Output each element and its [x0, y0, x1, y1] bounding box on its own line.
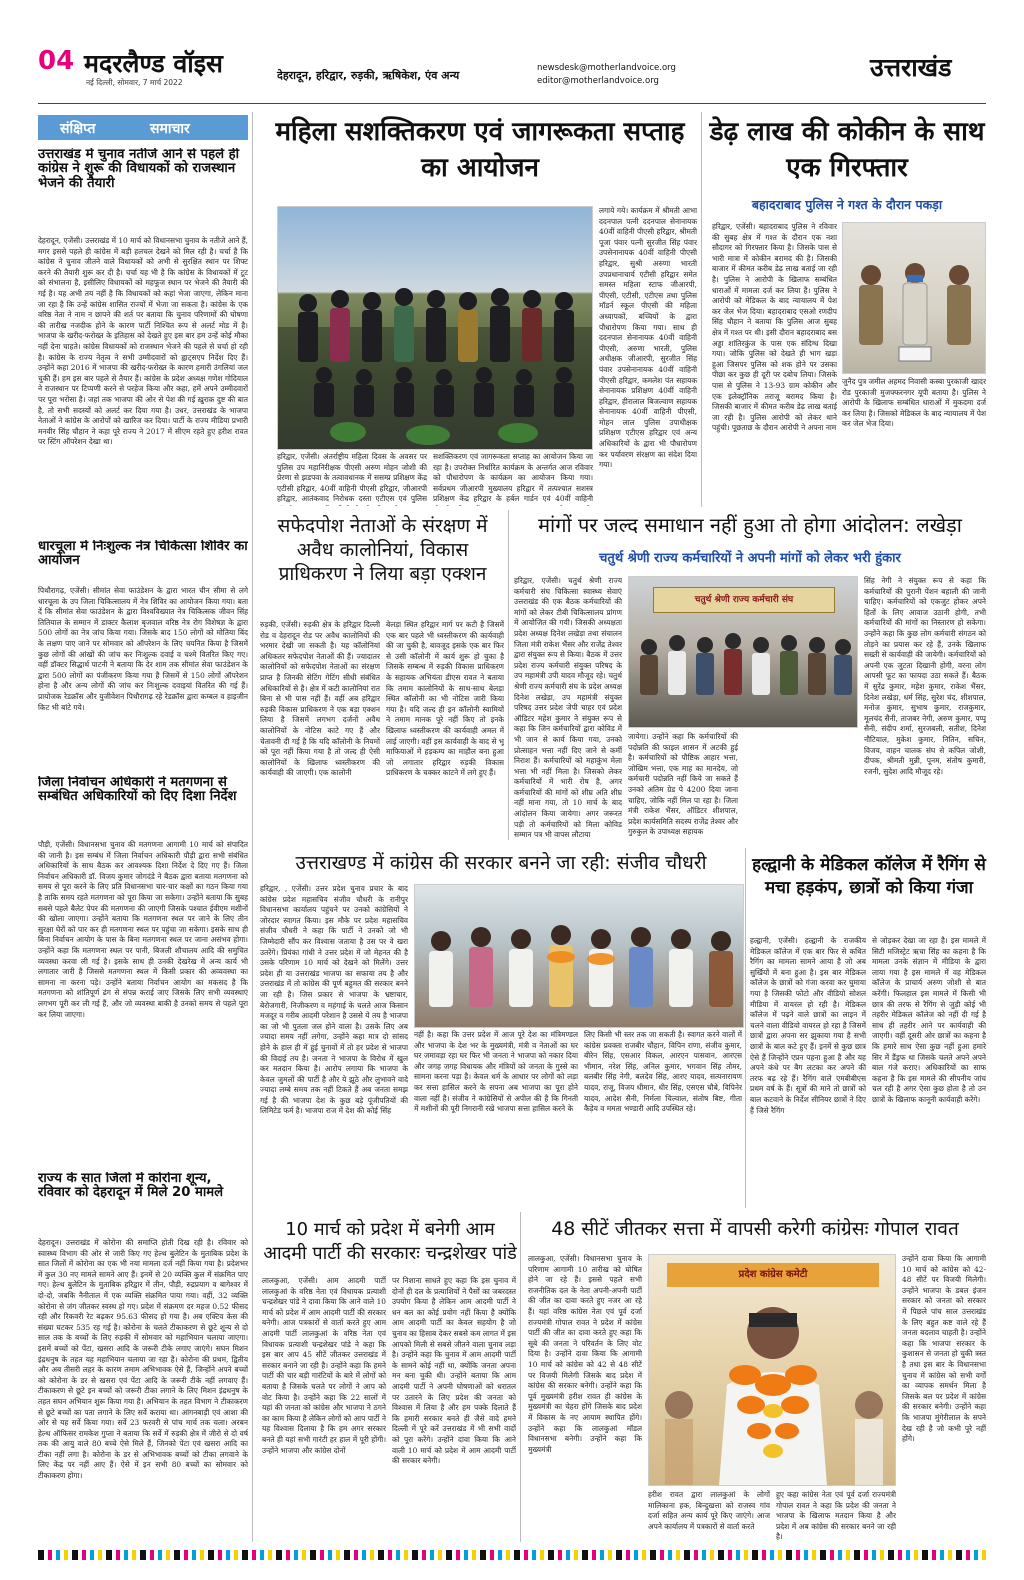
- aap-body-b: पर निशाना साधते हुए कहा कि इस चुनाव में दोनों ही दल के प्रत्याशियों ने पैसों का जबरदस्त उपयोग किया है लेकिन आम आदमी पार्टी ने धन बल का कोई प्रयोग नहीं किया है क्योंकि आम आदमी पार्टी का केवल सहयोग है जो चुनाव का हिसाब देकर सबसे कम लागत में इस आपको मिली से सबसे जीतने वाला चुनाव लड़ा है। उन्होंने कहा कि चुनाव में आम आदमी पार्टी के सामने कोई नहीं था, क्योंकि जनता अपना मन बना चुकी थी। उन्होंने बताया कि आम आदमी पार्टी ने अपनी घोषणाओं को धरातल पर उतारने के लिए प्रदेश की जनता को विश्वास में लिया है और हम पक्के दिलाते हैं कि हमारी सरकार बनते ही जैसे वादे हमने दिल्ली में पूरे करें उत्तराखंड में भी सभी वादों को पूरा करेंगे। उन्होंने दावा किया कि आने वाली 10 मार्च को प्रदेश में आम आदमी पार्टी की सरकार बनेगी।: [392, 1276, 516, 1466]
- brief-label-1: संक्षिप्त: [60, 121, 96, 137]
- page-number: 04: [38, 46, 75, 76]
- andolan-body-b: जायेगा। उन्होंने कहा कि कर्मचारियों की पदोन्नति की फाइल शासन में अटकी हुई है। कर्मचारियों को पौष्टिक आहार भत्ता, जोखिम भत्ता, एक माह का मानदेय, जो कर्मचारी पदोन्नति नहीं किये जा सकते हैं उनको अतिम ग्रेड पे 4200 दिया जाना चाहिए, जोकि नहीं मिल पा रहा है। जिला मंत्री राकेश भैंसर, ऑडिटर शीशपाल, प्रदेश कार्यसमिति सदस्य राजेंद्र तेश्वर और गुरुकुल के उपाध्यक्ष सहायक: [628, 732, 738, 837]
- column-divider: [508, 510, 509, 840]
- footer-color-strip: [38, 1550, 986, 1560]
- congress-body-a: हरिद्वार, , एजेंसी। उत्तर प्रदेश चुनाव प्रचार के बाद कांग्रेस प्रदेश महासचिव संजीव चौधरी के रानीपुर विधानसभा कार्यालय पहुंचने पर उनको कांग्रेसियों ने जोरदार स्वागत किया। इस मौके पर प्रदेश महासचिव संजीव चौधरी ने कहा कि पार्टी ने उनको जो भी जिम्मेदारी सौंप कर विश्वास जताया है उस पर वे खरा उतरेंगे। प्रियंका गांधी ने उत्तर प्रदेश में जो मेहनत की है उसके परिणाम 10 मार्च को देखने को मिलेंगे। उत्तर प्रदेश ही या उत्तराखंड भाजपा का सफाया तय है और उत्तराखंड में तो कांग्रेस की पूर्ण बहुमत की सरकार बनने जा रही है। जिस प्रकार से भाजपा के भ्रष्टाचार, बेरोजगारी, निजीकरण व महंगाई के चलते आज किसान मजदूर व गरीब आदमी परेशान है उससे ये तय है भाजपा का जो भी पुतला जल होने वाला है। उसके लिए अब ज्यादा समय नहीं लगेगा, उन्होंने कहा मात्र दो सांसद होने के हाल ही में हुई चुनावों में तो हर प्रदेश से भाजपा की विदाई तय है। जनता ने भाजपा के विरोध में खुल कर मतदान किया है। आरोप लगाया कि भाजपा के केवल जुमलों की पार्टी है और ये झूठे और लुभावने वादे ज्यादा लम्बे समय तक नहीं टिकते हैं अब जनता समझ गई है की भाजपा देश के कुछ बड़े पूंजीपतियों की लिमिटेड फर्म है। भाजपा राज में देश की कोई सिंह: [260, 884, 408, 1116]
- andolan-headline: मांगों पर जल्द समाधान नहीं हुआ तो होगा आंदोलन: लखेड़ा: [538, 514, 962, 537]
- andolan-subhead: चतुर्थ श्रेणी राज्य कर्मचारियों ने अपनी मांगों को लेकर भरी हुंकार: [599, 551, 901, 566]
- column-divider: [701, 112, 702, 507]
- cocaine-body: हरिद्वार, एजेंसी। बहादराबाद पुलिस ने रविवार की सुबह क्षेत्र में गश्त के दौरान एक नशा सौदागर को गिरफ्तार किया है। जिसके पास से भारी मात्रा में कोकीन बरामद की है। जिसकी बाजार में कीमत करीब डेढ़ लाख बताई जा रही है। पुलिस ने आरोपी के खिलाफ सम्बंधित धाराओं में मामला दर्ज कर लिया है। पुलिस ने आरोपी को मेडिकल के बाद न्यायालय में पेश कर जेल भेज दिया। बहादराबाद एसओ रणदीप सिंह चौहान ने बताया कि पुलिस आज सुबह क्षेत्र में गश्त पर थी। इसी दौरान बहादराबाद बस अड्डा शांतिरकुंज के पास एक संदिग्ध दिखा गया। जोकि पुलिस को देखते ही भाग खड़ा हुआ जिसपर पुलिस को शक होने पर उसका पीछा कर कुछ ही दूरी पर दबोच लिया। जिसके पास से पुलिस ने 13-93 ग्राम कोकीन और एक इलेक्ट्रॉनिक तराजू बरामद किया है। जिसकी बाजार में कीमत करीब डेढ़ लाख बताई जा रही है। पुलिस आरोपी को लेकर थाने पहुंची। पूछताछ के दौरान आरोपी ने अपना नाम: [712, 222, 837, 433]
- congress-body-b: नहीं है। कहा कि उत्तर प्रदेश में आज पूरे देश का मंत्रिमण्डल और भाजपा के देश भर के मुख्यमंत्री, मंत्री व नेताओं का घर घर जमावड़ा रहा घर फिर भी जनता ने भाजपा को नकार दिया और जगह जगह विधायक और मंत्रियों को जनता के गुस्से का सामना करना पड़ा है। केवल धर्म के आधार पर लोगों को लड़ा कर सत्ता हासिल करने के सपना अब भाजपा का पूरा होने वाला नहीं है। संजीव ने कांग्रेसियों से अपील की है कि गिनती में मशीनों की पूरी निगरानी रखे भाजपा सत्ता हासिल करने के: [414, 1030, 578, 1114]
- brief-1-headline: उत्तराखंड में चुनाव नतीजे आने से पहले ही कांग्रेस ने शुरू की विधायकों को राजस्थान भेजने की तैयारी: [38, 148, 240, 191]
- editor-email[interactable]: editor@motherlandvoice.org: [537, 76, 659, 86]
- masthead-rule: [38, 103, 986, 104]
- column-divider: [252, 112, 253, 1542]
- congress-headline: उत्तराखण्ड में कांग्रेस की सरकार बनने जा रही: संजीव चौधरी: [295, 852, 707, 874]
- brief-3-headline: जिला निर्वाचन अधिकारी ने मतगणना से सम्बंधित अधिकारियों को दिए दिशा निर्देश: [38, 776, 237, 805]
- mahila-photo: [277, 206, 593, 450]
- ragging-body-a: हल्द्वानी, एजेंसी। हल्द्वानी के राजकीय मेडिकल कॉलेज में एक बार फिर से कथित रैगिंग का मामला सामने आया है जो अब सुर्खियों में बना हुआ है। इस बार मेडिकल कॉलेज के छात्रों को गंजा करवा कर घुमाया गया है जिसकी फोटो और वीडियो सोशल मीडिया में वायरल हो रही है। मेडिकल कॉलेज में पढ़ने वाले छात्रों का लाइन में चलने वाला वीडियो वायरल हो रहा है जिसमें छात्रों द्वारा अपना सर झुकाया गया है सभी छात्रों के बाल कटे हुए हैं। इनमें से कुछ छात्र ऐसे हैं जिन्होंने एप्रन पहना हुआ है और यह अपने कंधे पर बैग लटका कर अपने की तरफ बढ़ रहे हैं। रैगिंग वाले एमबीबीएस प्रथम वर्ष के हैं। सूत्रों की माने तो छात्रों को बाल कटवाने के निर्देश सीनियर छात्रों ने दिए हैं जिसे रैगिंग: [750, 936, 866, 1115]
- cocaine-headline: डेढ़ लाख की कोकीन के साथ एक गिरफ्तार: [709, 117, 985, 183]
- mahila-body-b: सशक्तिकरण एवं जागरूकता सप्ताह का आयोजन किया जा रहा है। उपरोक्त निर्धारित कार्यक्रम के अन्तर्गत आज रविवार को पौधारोपण के कार्यक्रम का आयोजन किया गया। सर्वप्रथम जीआरपी मुख्यालय हरिद्वार में तत्पश्चात सशस्त्र प्रशिक्षण केंद्र हरिद्वार के हर्बल गार्डन एवं 40वीं वाहिनी: [433, 452, 593, 504]
- colony-body-b: बेलड़ा स्थित हरिद्वार मार्ग पर कटी है जिसमें एक बार पहले भी ध्वस्तीकरण की कार्यवाही की जा चुकी है, बावजूद इसके एक बार फिर से उसी कॉलोनी में कार्य शुरू हो चुका है जिसके सम्बन्ध में रुड़की विकास प्राधिकरण के सहायक अभियंता डीएस रावत ने बताया कि तमाम कालोनियों के साथ-साथ बेलड़ा स्थित कॉलोनी का भी नोटिस जारी किया गया है। यदि जल्द ही इन कॉलोनी स्वामियों ने तमाम मानक पूरे नहीं किए तो इनके खिलाफ ध्वस्तीकरण की कार्यवाही अमल में लाई जाएगी। वहीं इस कार्यवाही के बाद से भू माफियाओं में हड़कम्प का माहौल बना हुआ जो लगातार हरिद्वार रुड़की विकास प्राधिकरण के चक्कर काटने में लगे हुए हैं।: [386, 620, 504, 778]
- rawat-body-c: उन्होंने दावा किया कि आगामी 10 मार्च को कांग्रेस को 42-48 सीटें पर विजयी मिलेगी। उन्होंने भाजपा के डबल इंजन सरकार को जनता को सरकार में पिछले पांच साल उत्तराखंड के लिए बहुत कष्ट वाले रहे हैं जनता बदलाव चाहती है। उन्होंने कहा कि भाजपा सरकार के कुशासन से जनता हो चुकी त्रस्त है तथा इस बार के विधानसभा चुनाव में कांग्रेस को सभी वर्गों का व्यापक समर्थन मिला है जिसके बल पर प्रदेश में कांग्रेस की सरकार बनेगी। उन्होंने कहा कि भाजपा मुंगेरीलाल के सपने देख रही है जो कभी पूरे नहीं होंगे।: [902, 1254, 986, 1444]
- brief-label-2: समाचार: [150, 121, 190, 137]
- dateline: नई दिल्ली, सोमवार, 7 मार्च 2022: [86, 78, 183, 87]
- rawat-body-b: हुए कहा कांग्रेस नेता एवं पूर्व दर्जा राज्यमंत्री गोपाल रावत ने कहा कि प्रदेश की जनता ने भाजपा के खिलाफ मतदान किया है और प्रदेश में अब कांग्रेस की सरकार बनने जा रही है।: [776, 1490, 896, 1542]
- andolan-body-a: हरिद्वार, एजेंसी। चतुर्थ श्रेणी राज्य कर्मचारी संघ चिकित्सा स्वास्थ्य सेवाएं उत्तराखंड की एक बैठक कर्मचारियों की मांगों को लेकर टीबी चिकित्सालय प्रांगण में आयोजित की गयी। जिसकी अध्यक्षता प्रदेश अध्यक्ष दिनेश लखेड़ा तथा संचालन जिला मंत्री राकेश भैंसर और राजेंद्र तेश्वर द्वारा संयुक्त रूप से किया। बैठक में उत्तर प्रदेश राज्य कर्मचारी संयुक्त परिषद के उप महामंत्री उपी यादव मौजूद रहे। चतुर्थ श्रेणी राज्य कर्मचारी संघ के प्रदेश अध्यक्ष दिनेश लखेड़ा, उप महामंत्री संयुक्त परिषद उत्तर प्रदेश जेपी चाहर एवं प्रदेश ऑडिटर महेश कुमार ने संयुक्त रूप से कहा कि जिन कर्मचारियों द्वारा कोविड में भी जान से कार्य किया गया, उनको प्रोत्साहन भत्ता नहीं दिए जाने से कर्मी निराश हैं। कर्मचारियों को महाकुंभ मेला भत्ता भी नहीं मिला है। जिसको लेकर कर्मचारियों में भारी रोष है, अगर कर्मचारियों की मांगों को शीघ्र अति शीघ्र नहीं माना गया, तो 10 मार्च के बाद आंदोलन किया जायेगा। अगर जरूरत पड़ी तो कर्मचारियों को मिला कोविड सम्मान पत्र भी वापस लौटाया: [514, 576, 622, 840]
- section-title: उत्तराखंड: [870, 53, 952, 82]
- welcome-photo-illustration: [415, 885, 744, 1028]
- brief-2-headline: धारचूला में निःशुल्क नेत्र चिकित्सा शिविर का आयोजन: [38, 540, 248, 569]
- cocaine-photo: [842, 222, 986, 374]
- andolan-body-c: सिंह नेगी ने संयुक्त रूप से कहा कि कर्मचारियों की पुरानी पेंशन बहाली की जानी चाहिए। कर्मचारियों को एकजुट होकर अपने हितों के लिए आवाज उठानी होगी, तभी कर्मचारियों की मांगों का निस्तारण हो सकेगा। उन्होंने कहा कि कुछ लोग कर्मचारी संगठन को तोड़ने का प्रयास कर रहे हैं, उनके खिलाफ सख्ती से कार्यवाही की जायेगी। कर्मचारियों को अपनी एक जुटता दिखानी होगी, वरना लोग आपसी फूट का फायदा उठा सकते हैं। बैठक में सुरेंद्र कुमार, महेश कुमार, राकेश भैंसर, दिनेश लखेड़ा, धर्म सिंह, सुरेश चंद, शीशपाल, मनोज कुमार, सुभाष कुमार, राजकुमार, मूलचंद सैनी, ताजबर नेगी, अरुण कुमार, पप्पू सैनी, संदीप शर्मा, सुरजबली, सतीश, दिनेश नौटियाल, मुकेश कुमार, नितिन, सचिन, विजय, वाहन चालक संघ से कपिल जोशी, दीपक, श्रीमती मुन्नी, पूनम, संतोष कुमारी, रजनी, सुदेश आदि मौजूद रहे।: [864, 576, 986, 776]
- brief-2-body: पिथौरागढ़, एजेंसी। सीमांत सेवा फाउंडेशन के द्वारा भारत चीन सीमा से लगे धारचूला के उप जिला चिकित्सालय में नेत्र शिविर का आयोजन किया गया। बता दें कि सीमांत सेवा फाउंडेशन के द्वारा विश्वविख्यात नेत्र चिकित्सक जीवन सिंह तितियाल के सम्मान में डाक्टर कैलाश बृजवाल वरिष्ठ नेत्र रोग विशेषज्ञ के द्वारा 500 लोगों का नेत्र जांच किया गया। जिसके बाद 150 लोगों को मोतिया बिंद के लक्षण पाए जाने पर सोमवार को ऑपरेशन के लिए चयनित किया है जिसमें कुछ लोगों की आंखों की जांच कर निःशुल्क दवाई व चश्मे वितरित किए गए। वहीं डॉक्टर सिद्धार्थ पाटनी ने बताया कि देर शाम तक सीमांत सेवा फाउंडेशन के द्वारा 500 लोगों का पंजीकरण किया गया है जिसमें से 150 लोगों ऑपरेशन होना है और अन्य लोगों की जांच कर निःशुल्क दवाइयां वितरित की गई हैं। प्रायोजक रेडक्रॉस और युजीवेशन पिथौरागढ़ रहे रेडक्रॉस द्वारा कम्बल व हाइजीन किट भी बांटे गये।: [38, 586, 248, 712]
- masthead: [0, 0, 1024, 100]
- ragging-body-b: से जोड़कर देखा जा रहा है। इस मामले में सिटी मजिस्ट्रेट ऋचा सिंह का कहना है कि मामला उनके संज्ञान में मीडिया के द्वारा लाया गया है इस मामले में वह मेडिकल कॉलेज के प्राचार्य अरुण जोशी से बात करेंगी। फिलहाल इस मामले में किसी भी छात्र की तरफ से रैगिंग से जुड़ी कोई भी तहरीर मेडिकल कॉलेज को नहीं दी गई है साथ ही तहरीर आने पर कार्यवाही की जाएगी। वहीं दूसरी ओर छात्रों का कहना है कि हमारे साथ ऐसा कुछ नहीं हुआ हमारे सिर में डैंड्रफ था जिसके चलते अपने अपने बाल गंजे कराए। अधिकारियों का साफ कहना है कि इस मामले की सीपनीय जांच चल रही है अगर ऐसा कुछ होता है तो उन छात्रों के खिलाफ कानूनी कार्यवाही करेंगे।: [872, 936, 986, 1104]
- aap-body-a: लालकुआ, एजेंसी। आम आदमी पार्टी लालकुआं के वरिष्ठ नेता एवं विधायक प्रत्याशी चन्द्रशेखर पांडे ने दावा किया कि आने वाले 10 मार्च को प्रदेश में आम आदमी पार्टी की सरकार बनेगी। आज पत्रकारों से वार्ता करते हुए आम आदमी पार्टी लालकुआं के वरिष्ठ नेता एवं विधायक प्रत्याशी चन्द्रशेखर पांडे ने कहा कि इस बार आप 45 सीटें जीतकर उत्तराखंड में सरकार बनाने जा रही है। उन्होंने कहा कि हमने पार्टी की चार बड़ी गारंटियों के बारे में लोगों को बताया है जिसके चलते पर लोगों ने आप को वोट किया है। उन्होंने कहा कि 22 सालों में यहां की जनता को कांग्रेस और भाजपा ने ठगने का काम किया है लेकिन लोगों को आप पार्टी ने यह विश्वास दिलाया है कि हम अगर सरकार बनते ही यहां सभी गारंटी हर हाल में पूरी होंगी। उन्होंने भाजपा और कांग्रेस दोनों: [262, 1276, 386, 1455]
- newspaper-brand: मदरलैण्ड वॉइस: [84, 49, 223, 78]
- edition-towns: देहरादून, हरिद्वार, रुड़की, ऋषिकेश, एंव अन्य: [277, 69, 460, 82]
- group-photo-illustration: [278, 207, 593, 450]
- brief-1-body: देहरादून, एजेंसी। उत्तराखंड में 10 मार्च को विधानसभा चुनाव के नतीजे आने हैं, मगर इससे पहले ही कांग्रेस में बड़ी हलचल देखने को मिल रही है। चर्चा है कि कांग्रेस ने चुनाव जीतने वाले विधायकों को अभी से सुरक्षित स्थान पर शिफ्ट करने की तैयारी शुरू कर दी है। चर्चा यह भी है कि कांग्रेस के विधायकों में टूट को संभालना है, इसीलिए विधायकों को महफूज स्थान पर भेजने की तैयारी की गई है। यह अभी तय नहीं है कि विधायकों को कहां भेजा जाएगा, लेकिन माना जा रहा है कि उन्हें कांग्रेस शासित राज्यों में भेजा जा सकता है। कांग्रेस के एक वरिष्ठ नेता ने नाम न छापने की शर्त पर बताया कि चुनाव परिणामों की घोषणा की तारीख नजदीक होने के कारण पार्टी निश्चित रूप से अलर्ट मोड में है। भाजपा के खरीद-फरोख्त के इतिहास को देखते हुए इस बार हम उन्हें कोई मौका नहीं देना चाहते। कांग्रेस विधायकों को राजस्थान भेजने की पहले से चर्चा हो रही है। कांग्रेस के राज्य नेतृत्व ने सभी उम्मीदवारों को ह्वाट्सएप निर्देश दिए हैं। उन्होंने कहा 2016 में भाजपा की खरीद-फरोख्त के कारण हमारी उंगलियां जल चुकी हैं। हम इस बार पहले से तैयार हैं। कांग्रेस के प्रदेश अध्यक्ष गणेश गोदियाल ने राजस्थान पर टिप्पणी करने से परहेज किया और कहा, हमें अपने उम्मीदवारों पर पूरा भरोसा है। जहां तक भाजपा की ओर से पेश की गई ख़ुराक़ दुष्ट की बात है, तो सभी सदस्यों को अलर्ट कर दिया गया है। उधर, उत्तराखंड के भाजपा नेताओं ने कांग्रेस के आरोपों को खारिज कर दिया। पार्टी के राज्य मीडिया प्रभारी मनवीर सिंह चौहान ने कहा पूरे राज्य ने 2017 में सीएम रहते हुए हरीश रावत पर स्टिंग ऑपरेशन देखा था।: [38, 236, 248, 447]
- aap-headline: 10 मार्च को प्रदेश में बनेगी आम आदमी पार्टी की सरकारः चन्द्रशेखर पांडे: [263, 1219, 517, 1264]
- arrest-photo-illustration: [843, 223, 986, 374]
- cocaine-subhead: बहादराबाद पुलिस ने गश्त के दौरान पकड़ा: [751, 197, 943, 212]
- column-divider: [520, 1212, 521, 1542]
- brief-4-headline: राज्य के सात जिलों में कोरोना शून्य, रविवार को देहरादून में मिले 20 मामले: [38, 1172, 224, 1201]
- mahila-body-c: लगाये गये। कार्यक्रम में श्रीमती आभा ददनपाल पत्नी ददनपाल सेनानायक 40वीं वाहिनी पीएसी हरिद्वार, श्रीमती पूजा पंवार पत्नी सुरजीत सिंह पंवार उपसेनानायक 40वीं वाहिनी पीएसी हरिद्वार, सुश्री अरुणा भारती उपप्रधानाचार्य एटीसी हरिद्वार समेत समस्त महिला स्टाफ जीआरपी, पीएसी, एटीसी, एटीएस तथा पुलिस मॉडर्न स्कूल पीएसी की महिला अध्यापकों, बच्चियों के द्वारा पौधारोपण किया गया। साथ ही ददनपाल सेनानायक 40वीं वाहिनी पीएसी, अरुणा भारती, पुलिस अधीक्षक जीआरपी, सुरजीत सिंह पंवार उपसेनानायक 40वीं वाहिनी पीएसी हरिद्वार, कमलेश पंत सहायक सेनानायक प्रशिक्षण 40वीं वाहिनी हरिद्वार, हीरालाल बिजल्वाण सहायक सेनानायक 40वीं वाहिनी पीएसी, मोहन लाल पुलिस उपाधीक्षक प्रशिक्षण एटीएस हरिद्वार एवं अन्य अधिकारियों के द्वारा भी पौधारोपण कर पर्यावरण संरक्षण का संदेश दिया गया।: [599, 206, 697, 470]
- congress-photo: [414, 884, 744, 1028]
- contact-emails: [537, 62, 676, 88]
- newsdesk-email[interactable]: newsdesk@motherlandvoice.org: [537, 63, 676, 73]
- brief-4-body: देहरादून। उत्तराखंड में कोरोना की समाप्ति होती दिख रही है। रविवार को स्वास्थ्य विभाग की ओर से जारी किए गए हेल्थ बुलेटिन के मुताबिक प्रदेश के सात जिलों में कोरोना का एक भी नया मामला दर्ज नहीं किया गया है। प्रदेशभर में कुल 30 नए मामले सामने आए हैं। इनमें से 20 व्यक्ति कुल में संक्रमित पाए गए। हेल्थ बुलेटिन के मुताबिक हरिद्वार में तीन, पौड़ी, रुद्रप्रयाग व बागेश्वर में दो-दो, जबकि नैनीताल में एक व्यक्ति संक्रमित पाया गया। वहीं, 32 व्यक्ति कोरोना से जंग जीतकर स्वस्थ हो गए। प्रदेश में संक्रमण दर महज 0.52 फीसद रही और रिकवरी रेट बढ़कर 95.63 फीसद हो गया है। अब एक्टिव केस की संख्या घटकर 535 रह गई है। कोरोना के चलते टीकाकरण से छूटे शून्य से दो साल तक के बच्चों के लिए रुड़की में सोमवार को महाभियान चलाया जाएगा। इसमें बच्चों को पेंटा, खसरा आदि के जरूरी टीके लगाए जाएंगे। सघन मिशन इंद्रधनुष के तहत यह महाभियान चलाया जा रहा है। कोरोना की प्रथम, द्वितीय और अब तीसरी लहर के कारण तमाम अभिभावक ऐसे हैं, जिन्होंने अपने बच्चों को कोरोना के डर से खसरा एवं पेंटा आदि के जरूरी टीके नहीं लगवाए हैं। टीकाकरण से छूटे इन बच्चों को जरूरी टीका लगाने के लिए मिशन इंद्रधनुष के तहत सघन अभियान शुरू किया गया है। अभियान के तहत विभाग ने टीकाकरण से छूटे बच्चों का पता लगाने के लिए सर्वे कराया था। आंगनबाड़ी एवं आशा की ओर से यह सर्वे किया गया। सर्वे 23 फरवरी से पांच मार्च तक चला। अरबन हेल्थ ऑफिसर रामकेश गुप्ता ने बताया कि सर्वे में रुड़की क्षेत्र में जीरो से दो वर्ष तक की आयु वाले 80 बच्चे ऐसे मिले हैं, जिनको पेंटा एवं खसरा आदि का टीका नहीं लगा है। कोरोना के डर से अभिभावक बच्चों को टीका लगवाने के लिए केंद्र पर नहीं आए हैं। ऐसे में इन सभी 80 बच्चों का सोमवार को टीकाकरण होगा।: [38, 1238, 248, 1481]
- column-divider: [745, 848, 746, 1208]
- cocaine-caption: जुनैद पुत्र जमील अहमद निवासी कस्बा पुरकाजी खादर रोड पुरकाजी मुजफ्फरनगर यूपी बताया है। पुलिस ने आरोपी के खिलाफ सम्बंधित धाराओं में मुकदमा दर्ज कर लिया है। जिसको मेडिकल के बाद न्यायालय में पेश कर जेल भेज दिया।: [842, 377, 986, 429]
- mahila-headline: महिला सशक्तिकरण एवं जागरूकता सप्ताह का आयोजन: [275, 117, 685, 183]
- ragging-headline: हल्द्वानी के मेडिकल कॉलेज में रैगिंग से मचा हड़कंप, छात्रों को किया गंजा: [752, 855, 986, 898]
- colony-headline: सफेदपोश नेताओं के संरक्षण में अवैध कालोनियां, विकास प्राधिकरण ने लिया बड़ा एक्शन: [277, 515, 488, 585]
- rawat-photo-banner: प्रदेश कांग्रेस कमेटी: [667, 1263, 879, 1287]
- leader-garland-illustration: [649, 1255, 896, 1486]
- colony-body-a: रुड़की, एजेंसी। रुड़की क्षेत्र के हरिद्वार दिल्ली रोड व देहरादून रोड पर अवैध कालोनियों की भरमार देखी जा सकती है। यह कॉलोनियां अधिकतर सफेदपोश नेताओं की हैं। ज्यादातर कालोनियों को सफेदपोश नेताओं का संरक्षण प्राप्त है जिनकी सेटिंग गेटिंग सीधी संबंधित अधिकारियों से है। क्षेत्र में कटी कालोनियां रात बिना से भी पास नहीं हैं। वहीं अब हरिद्वार रुड़की विकास प्राधिकरण ने एक बड़ा एक्शन लिया है जिसमें लगभग दर्जनों अवैध कालोनियों के नोटिस काटे गए हैं और चेतावनी दी गई है कि यदि कॉलोनी के नियमों को पूरा नहीं किया गया है तो जल्द ही ऐसी कालोनियों के खिलाफ ध्वस्तीकरण की कार्यवाही की जाएगी। एक कालोनी: [260, 620, 380, 778]
- andolan-photo-banner: चतुर्थ श्रेणी राज्य कर्मचारी संघ: [653, 587, 835, 613]
- rawat-body-a: लालकुआ, एजेंसी। विधानसभा चुनाव के परिणाम आगामी 10 तारीख को घोषित होने जा रहे हैं। इससे पहले सभी राजनीतिक दल के नेता अपनी-अपनी पार्टी की जीत का दावा करते हुए नजर आ रहे हैं। यहां वरिष्ठ कांग्रेस नेता एवं पूर्व दर्जा राज्यमंत्री गोपाल रावत ने प्रदेश में कांग्रेस पार्टी की जीत का दावा करते हुए कहा कि सूबे की जनता ने परिवर्तन के लिए वोट दिया है। उन्होंने दावा किया कि आगामी 10 मार्च को कांग्रेस को 42 से 48 सीटें पर विजयी मिलेगी जिसके बाद प्रदेश में कांग्रेस की सरकार बनेगी। उन्होंने कहा कि पूर्व मुख्यमंत्री हरीश रावत ही कांग्रेस के मुख्यमंत्री का चेहरा होंगे जिसके बाद प्रदेश में विकास के नए आयाम स्थापित होंगे। उन्होंने कहा कि लालकुआं मॉडल विधानसभा बनेगी। उन्होंने कहा कि मुख्यमंत्री: [528, 1254, 642, 1454]
- rawat-headline: 48 सीटें जीतकर सत्ता में वापसी करेगी कांग्रेसः गोपाल रावत: [551, 1218, 959, 1240]
- rawat-photo: [648, 1254, 896, 1486]
- rawat-caption: हरीश रावत द्वारा लालकुआं के लोगों मालिकाना हक, बिन्दुखत्ता को राजस्व गांव दर्जा सहित अन्य कार्य पूरे किए जाएंगे। आज अपने कार्यालय में पत्रकारों से वार्ता करते: [648, 1490, 770, 1531]
- mahila-body-a: हरिद्वार, एजेंसी। अंतर्राष्ट्रीय महिला दिवस के अवसर पर पुलिस उप महानिरीक्षक पीएसी अरुण मोहन जोशी की प्रेरणा से झडपवा के तत्वावधानक में ससम्प्र प्रशिक्षण केंद्र एटीसी हरिद्वार, 40वीं वाहिनी पीएसी हरिद्वार, जीआरपी हरिद्वार, आतंकवाद निरोधक दस्ता एटीएस एवं पुलिस: [277, 452, 427, 504]
- meeting-photo-illustration: [629, 577, 858, 728]
- andolan-photo: [628, 576, 858, 728]
- andolan-body-b-cont: [744, 732, 858, 842]
- brief-3-body: पौड़ी, एजेंसी। विधानसभा चुनाव की मतगणना आगामी 10 मार्च को संपादित की जानी है। इस सम्बंध में जिला निर्वाचन अधिकारी पौड़ी द्वारा सभी संबंधित अधिकारियों के साथ बैठक कर आवश्यक दिशा निर्देश दे दिए गए हैं। जिला निर्वाचन अधिकारी डॉ. विजय कुमार जोगदंडे ने बैठक द्वारा बताया मतगणना को समय से पूरा करने के लिए प्रति विधानसभा चार-चार कक्षों का गठन किया गया है ताकि समय रहते मतगणना को पूरा किया जा सकेगा। उन्होंने बताया कि सुबह सबसे पहले बैलेट पेपर की मतगणना की जाएगी जिसके पश्चात ईवीएम मशीनों की खोला जाएगा। उन्होंने बताया कि मतगणना स्थल पर जाने के लिए तीन सुरक्षा घेरों को पार कर ही मतगणना स्थल पर पहुंचा जा सकेगा। इसके साथ ही बिना निर्वाचन आयोग के पास के बिना मतगणना स्थल पर जाना असंभव होगा। उन्होंने कहा कि मतगणना स्थल पर पानी, बिजली शौचालय आदि की समुचित व्यवस्था करवा ली गई है। इसके साथ ही उनकी देखरेख में अन्य कार्य भी लगातार जारी है जिससे मतगणना स्थल में किसी प्रकार की अव्यवस्था का सामना ना करना पड़े। उन्होंने बताया निर्वाचन आयोग का मकसद है कि मतगणना को शांतिपूर्ण ढंग से संपन्न कराई जाए जिसके लिए सभी व्यवस्थाएं लगभग पूरी कर ली गई हैं, और जो व्यवस्था बाकी है उनको समय से पहले पूरा कर लिया जाएगा।: [38, 840, 248, 1019]
- congress-body-c: लिए किसी भी स्तर तक जा सकती है। स्वागत करने वालों में कांग्रेस प्रवक्ता राजबीर चौहान, विपिन राणा, संजीव कुमार, बीरेन सिंह, एसआर विकल, आरएन पासवान, आरएस भीमान, नरेश सिंह, अनिल कुमार, भगवान सिंह तोमर, बलबीर सिंह नेगी, बलदेव सिंह, आरए यादव, सत्यनारायण यादव, राजू, विजय धीमान, धीर सिंह, एसएस चौबे, विपिनेर यादव, आदेश सैनी, निर्मला चिल्वाल, संतोष बिष्ट, गीता कैड़ेय व ममता भण्डारी आदि उपस्थित रहे।: [584, 1030, 742, 1114]
- brief-news-banner: [38, 115, 248, 140]
